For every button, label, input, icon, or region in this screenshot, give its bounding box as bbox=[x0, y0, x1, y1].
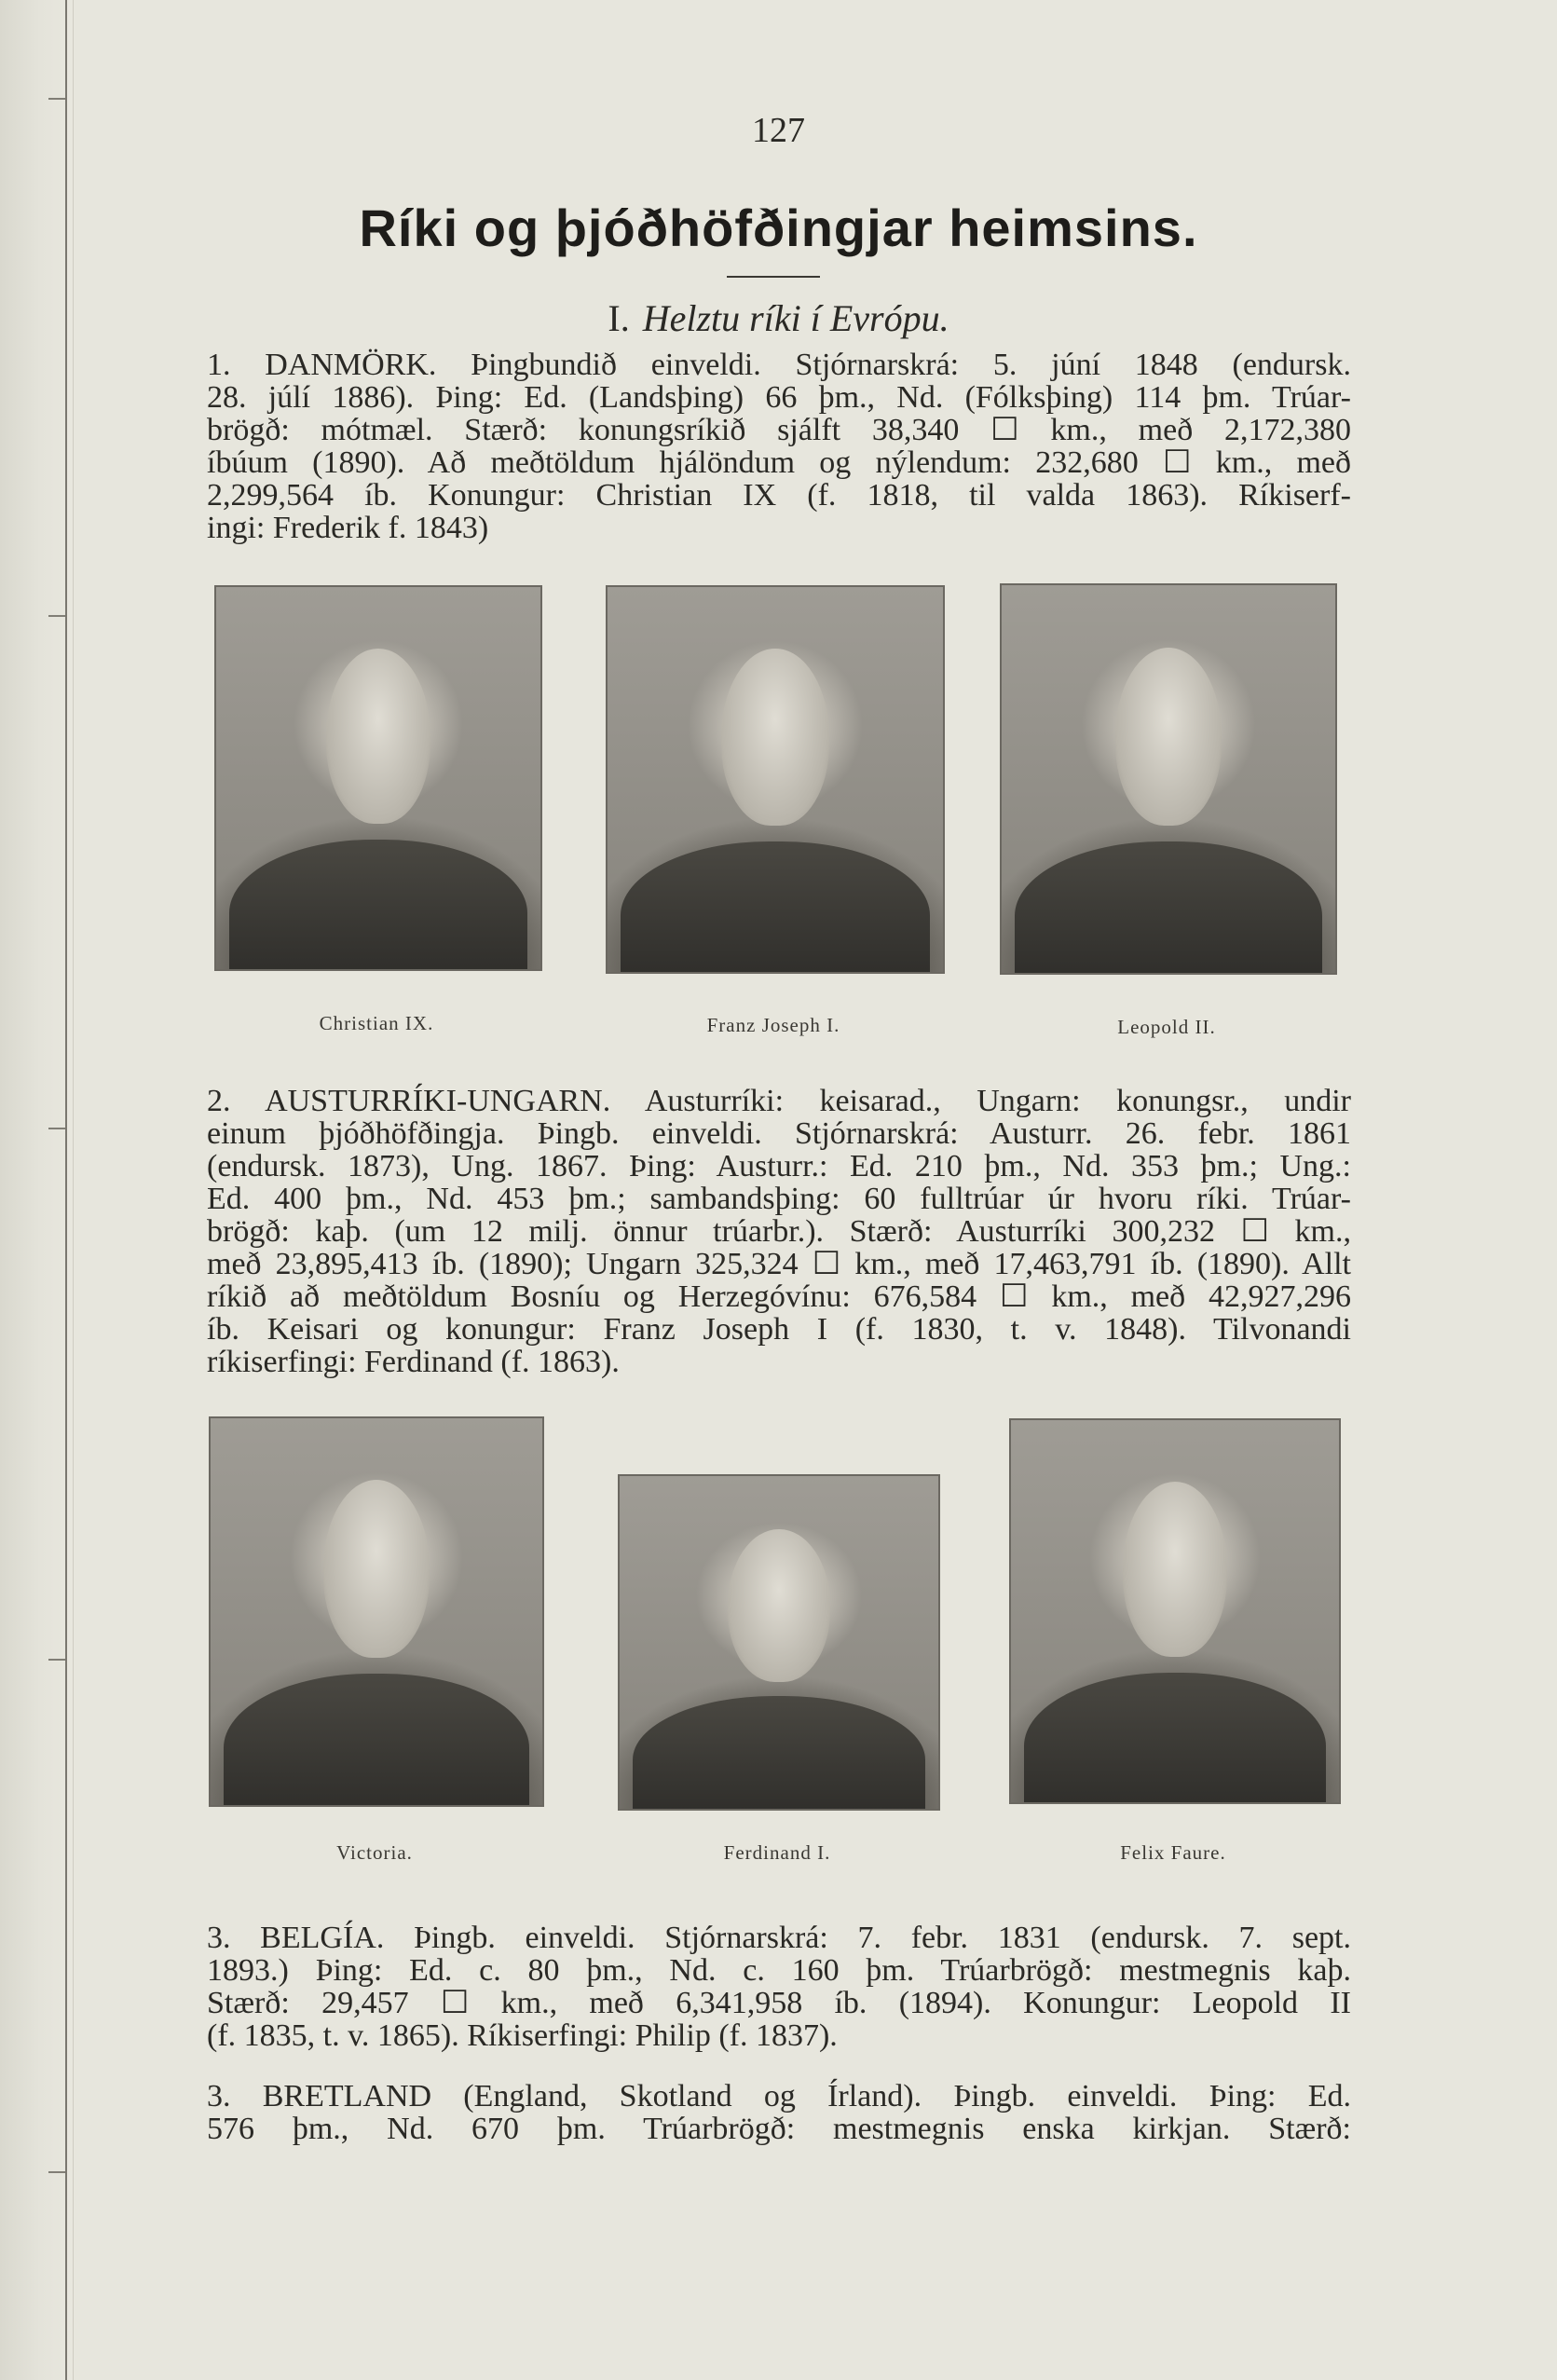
paragraph-britain bbox=[207, 2080, 1351, 2145]
portrait-ferdinand-i bbox=[618, 1474, 940, 1811]
caption-franz-joseph-i: Franz Joseph I. bbox=[706, 1014, 840, 1036]
caption-victoria: Victoria. bbox=[336, 1841, 413, 1864]
portrait-victoria bbox=[209, 1416, 544, 1807]
portrait-face bbox=[721, 649, 828, 826]
text-line: ingi: Frederik f. 1843) bbox=[207, 511, 489, 545]
caption-ferdinand-i: Ferdinand I. bbox=[723, 1841, 831, 1864]
text-line: 2,299,564 íb. Konungur: Christian IX (f. 1818, til valda 1863). Ríkiserf- bbox=[207, 478, 1351, 513]
text-line: 3. BELGÍA. Þingb. einveldi. Stjórnarskrá: 7. febr. 1831 (endursk. 7. sept. bbox=[207, 1921, 1351, 1955]
portrait-christian-ix bbox=[214, 585, 542, 971]
text-line: Stærð: 29,457 ☐ km., með 6,341,958 íb. (1894). Konungur: Leopold II bbox=[207, 1986, 1351, 2020]
portrait-body bbox=[1015, 841, 1321, 975]
text-line: brögð: mótmæl. Stærð: konungsríkið sjálft 38,340 ☐ km., með 2,172,380 bbox=[207, 413, 1351, 447]
portrait-face bbox=[1123, 1482, 1228, 1658]
text-line: með 23,895,413 íb. (1890); Ungarn 325,324 ☐ km., með 17,463,791 íb. (1890). Allt bbox=[207, 1247, 1351, 1281]
text-line: 3. BRETLAND (England, Skotland og Írland). Þingb. einveldi. Þing: Ed. bbox=[207, 2079, 1351, 2113]
section-number: I. bbox=[608, 297, 630, 339]
text-line: 576 þm., Nd. 670 þm. Trúarbrögð: mestmegnis enska kirkjan. Stærð: bbox=[207, 2112, 1351, 2146]
text-line: 1. DANMÖRK. Þingbundið einveldi. Stjórnarskrá: 5. júní 1848 (endursk. bbox=[207, 348, 1351, 382]
caption-christian-ix: Christian IX. bbox=[319, 1012, 434, 1034]
portrait-franz-joseph-i bbox=[606, 585, 945, 974]
portrait-face bbox=[323, 1480, 430, 1658]
text-line: 1893.) Þing: Ed. c. 80 þm., Nd. c. 160 þm. Trúarbrögð: mestmegnis kaþ. bbox=[207, 1953, 1351, 1988]
text-line: Ed. 400 þm., Nd. 453 þm.; sambandsþing: 60 fulltrúar úr hvoru ríki. Trúar- bbox=[207, 1182, 1351, 1216]
text-line: (f. 1835, t. v. 1865). Ríkiserfingi: Philip (f. 1837). bbox=[207, 2018, 838, 2053]
paragraph-austria-hungary bbox=[207, 1085, 1351, 1378]
paragraph-belgium bbox=[207, 1922, 1351, 2052]
page-title: Ríki og þjóðhöfðingjar heimsins. bbox=[359, 198, 1198, 257]
page-number: 127 bbox=[752, 111, 805, 150]
text-line: íbúum (1890). Að meðtöldum hjálöndum og nýlendum: 232,680 ☐ km., með bbox=[207, 445, 1351, 480]
text-line: 28. júlí 1886). Þing: Ed. (Landsþing) 66 þm., Nd. (Fólksþing) 114 þm. Trúar- bbox=[207, 380, 1351, 415]
section-title: Helztu ríki í Evrópu. bbox=[642, 297, 949, 339]
section-heading bbox=[0, 296, 1557, 340]
text-line: ríkiserfingi: Ferdinand (f. 1863). bbox=[207, 1345, 620, 1379]
title-rule bbox=[727, 276, 820, 278]
text-line: 2. AUSTURRÍKI-UNGARN. Austurríki: keisarad., Ungarn: konungsr., undir bbox=[207, 1084, 1351, 1118]
portrait-body bbox=[1024, 1673, 1326, 1804]
portrait-body bbox=[633, 1696, 926, 1811]
portrait-face bbox=[728, 1529, 829, 1682]
portrait-face bbox=[326, 649, 430, 825]
portrait-face bbox=[1115, 648, 1222, 826]
portrait-body bbox=[621, 841, 929, 974]
text-line: ríkið að meðtöldum Bosníu og Herzegóvínu: 676,584 ☐ km., með 42,927,296 bbox=[207, 1279, 1351, 1314]
portrait-body bbox=[224, 1674, 529, 1807]
portrait-leopold-ii bbox=[1000, 583, 1337, 975]
text-line: (endursk. 1873), Ung. 1867. Þing: Austurr.: Ed. 210 þm., Nd. 353 þm.; Ung.: bbox=[207, 1149, 1351, 1183]
portrait-felix-faure bbox=[1009, 1418, 1341, 1804]
caption-felix-faure: Felix Faure. bbox=[1120, 1841, 1226, 1864]
paragraph-denmark bbox=[207, 349, 1351, 544]
caption-leopold-ii: Leopold II. bbox=[1117, 1016, 1216, 1038]
text-line: einum þjóðhöfðingja. Þingb. einveldi. Stjórnarskrá: Austurr. 26. febr. 1861 bbox=[207, 1116, 1351, 1151]
portrait-body bbox=[229, 840, 527, 971]
text-line: brögð: kaþ. (um 12 milj. önnur trúarbr.). Stærð: Austurríki 300,232 ☐ km., bbox=[207, 1214, 1351, 1249]
text-line: íb. Keisari og konungur: Franz Joseph I (f. 1830, t. v. 1848). Tilvonandi bbox=[207, 1312, 1351, 1347]
